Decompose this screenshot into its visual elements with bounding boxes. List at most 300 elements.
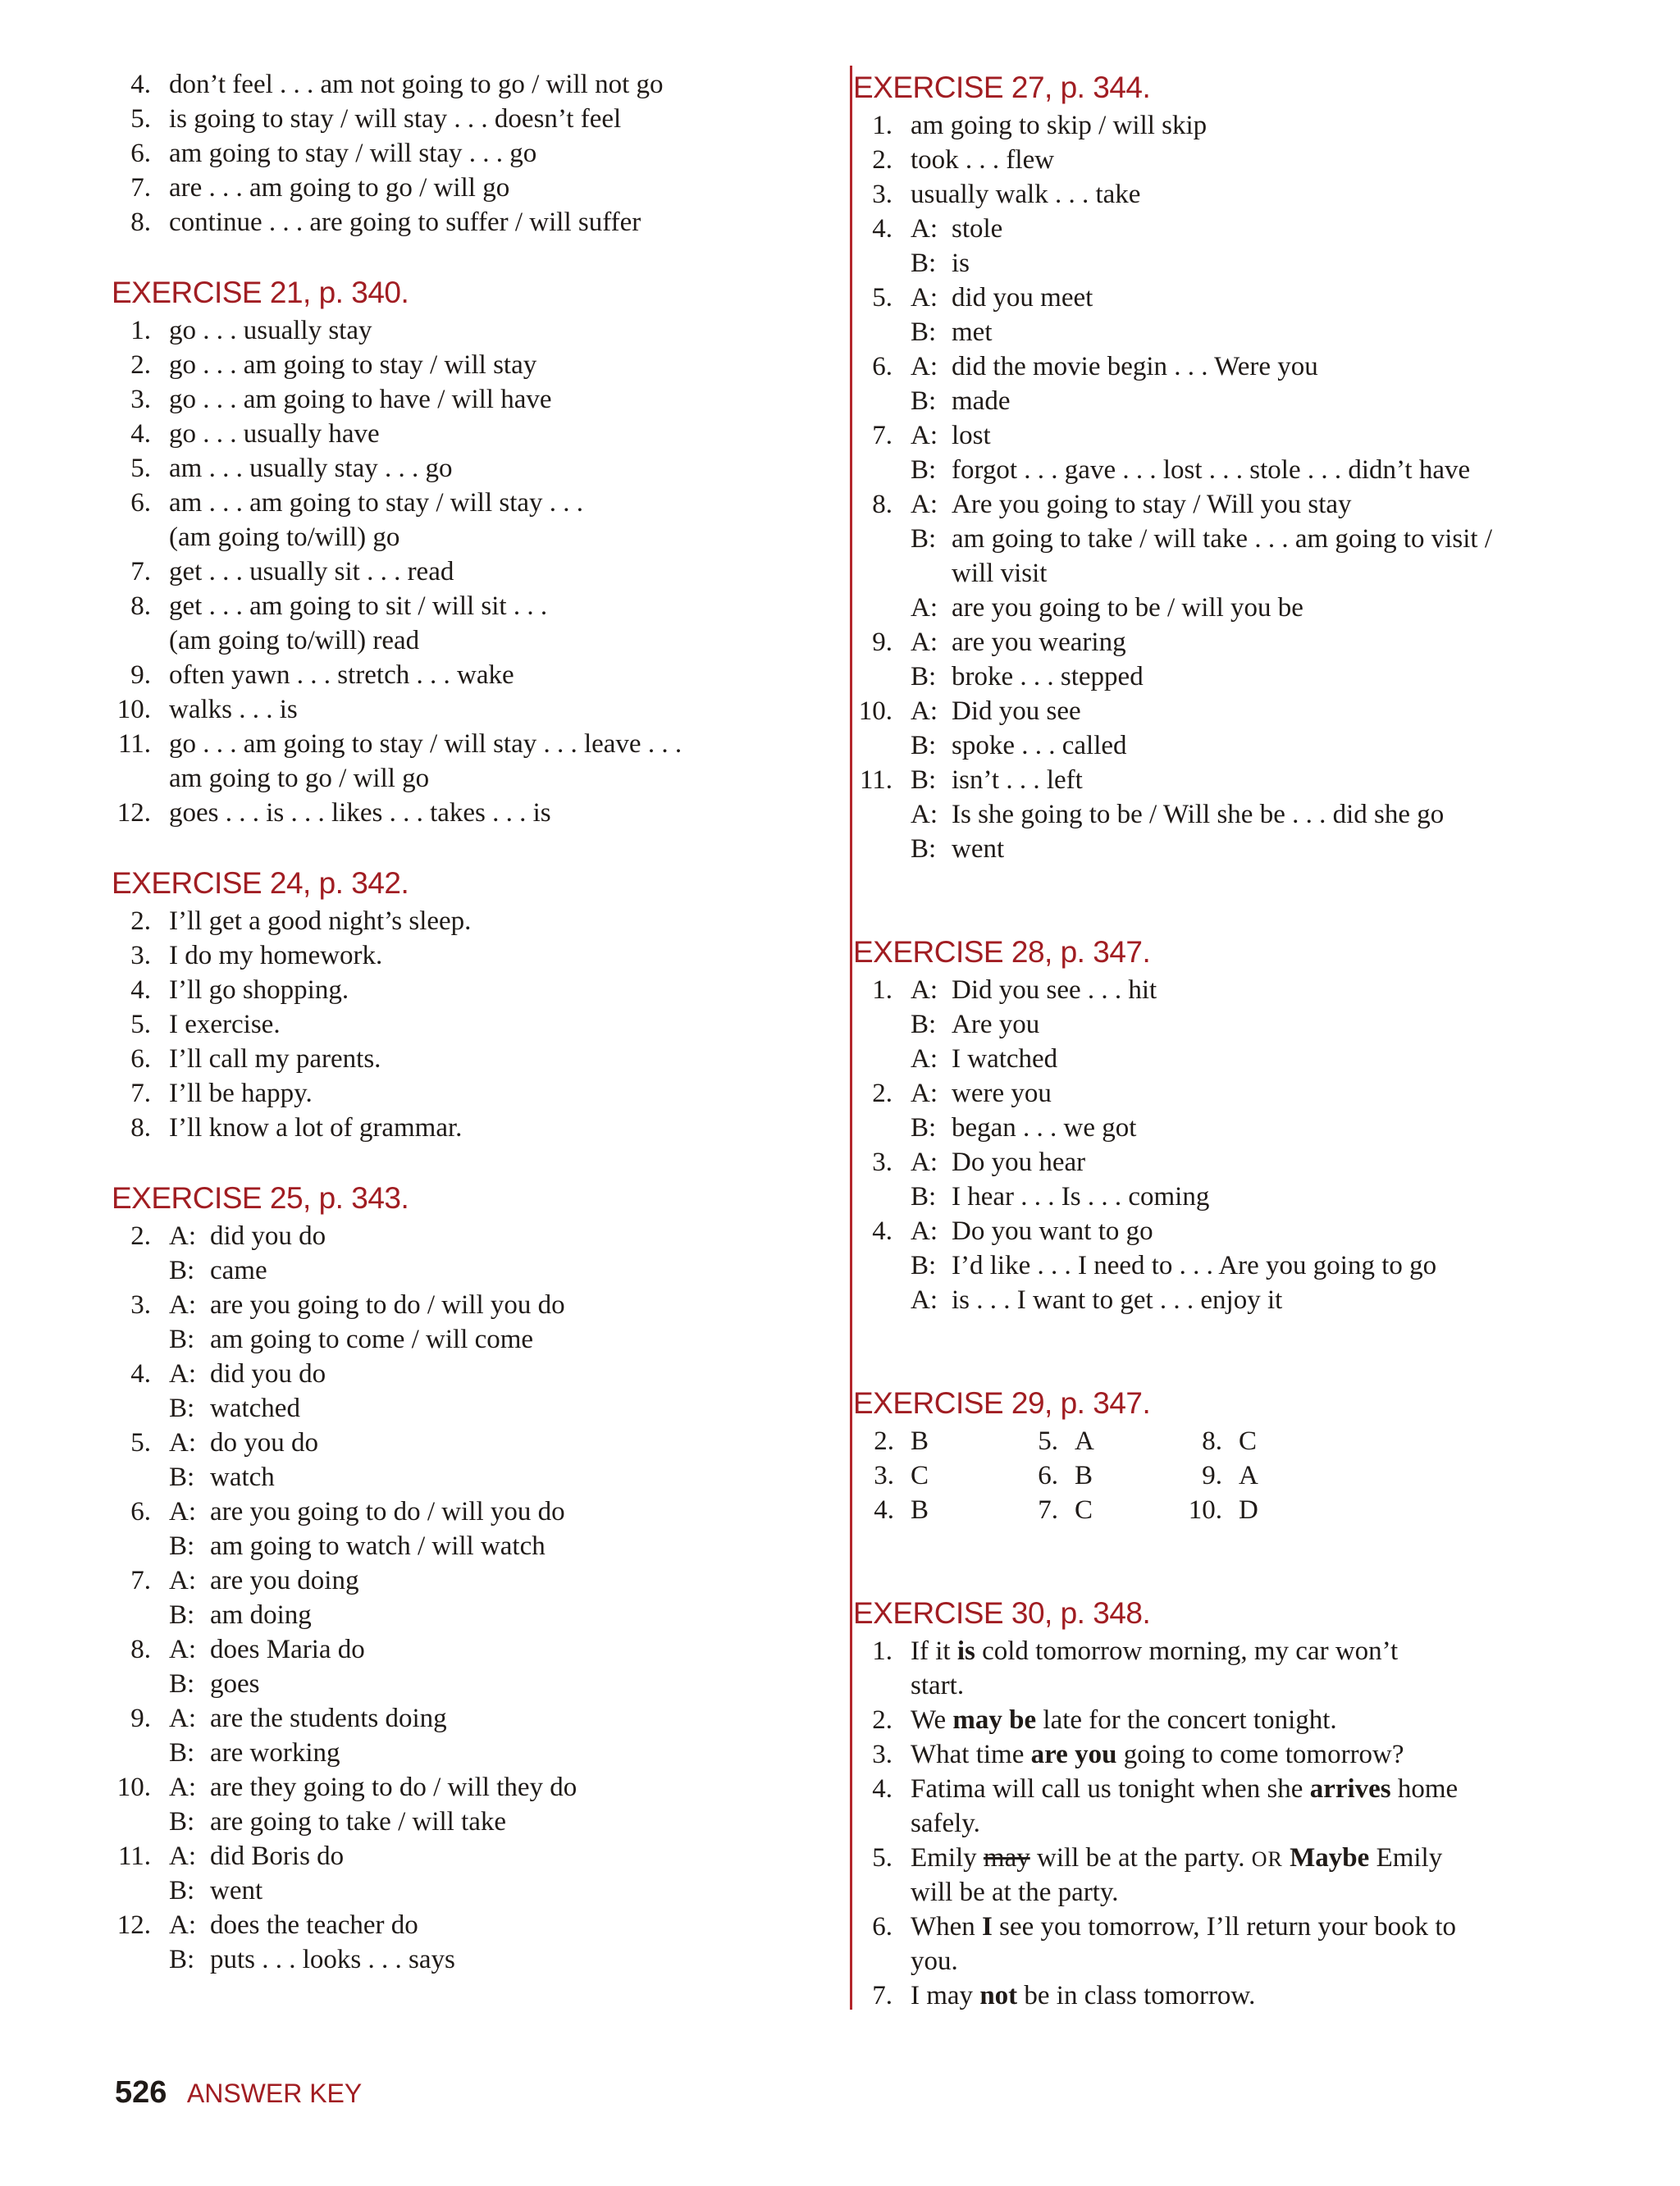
answer-line [112, 1632, 833, 1667]
answer-text: Emily may will be at the party. OR Maybe Emily [911, 1843, 1443, 1873]
answer-line [112, 938, 833, 973]
column-divider [850, 66, 852, 2010]
answer-line [853, 728, 1608, 763]
answer-line [853, 108, 1608, 143]
page-footer [115, 2075, 362, 2111]
answer-text: is [952, 249, 970, 278]
answer-text: Fatima will call us tonight when she arrives home [911, 1774, 1459, 1804]
item-number: 2. [872, 1705, 892, 1735]
section-label: ANSWER KEY [186, 2079, 363, 2108]
answer-line [853, 694, 1608, 728]
answer-choice: B [911, 1426, 929, 1456]
answer-text: goes . . . is . . . likes . . . takes . . . is [169, 798, 551, 828]
exercise-21-heading: EXERCISE 21, p. 340. [112, 276, 409, 309]
answer-text: did you do [210, 1221, 326, 1251]
answer-text: am going to stay / will stay . . . go [169, 139, 537, 168]
answer-text: made [952, 386, 1011, 416]
item-number: 8. [130, 1635, 151, 1664]
answer-text: am going to come / will come [210, 1325, 534, 1354]
answer-line [853, 1875, 1608, 1910]
answer-text: goes [210, 1669, 260, 1699]
speaker-label: A: [911, 1285, 938, 1315]
answer-text: will visit [952, 559, 1048, 588]
answer-line [112, 1111, 833, 1145]
answer-line [112, 67, 833, 102]
answer-text: did you meet [952, 283, 1093, 313]
answer-text: get . . . usually sit . . . read [169, 557, 454, 586]
exercise-29-heading: EXERCISE 29, p. 347. [853, 1386, 1151, 1420]
item-number: 6. [130, 139, 151, 168]
answer-text: am going to watch / will watch [210, 1531, 546, 1561]
answer-line [853, 659, 1608, 694]
answer-line [853, 349, 1608, 384]
answer-text: is going to stay / will stay . . . doesn’t feel [169, 104, 622, 134]
speaker-label: B: [169, 1256, 195, 1285]
answer-line [853, 591, 1608, 625]
answer-choice: A [1075, 1426, 1094, 1456]
answer-text: Do you hear [952, 1148, 1086, 1177]
answer-text: I hear . . . Is . . . coming [952, 1182, 1210, 1212]
speaker-label: B: [169, 1463, 195, 1492]
answer-text: go . . . am going to stay / will stay . . . leave . . . [169, 729, 682, 759]
answer-line [112, 1007, 833, 1042]
answer-text: I’ll call my parents. [169, 1044, 381, 1074]
speaker-label: B: [169, 1600, 195, 1630]
answer-line [112, 973, 833, 1007]
answer-line [853, 1703, 1608, 1737]
item-number: 5. [872, 283, 892, 313]
struck-word: may [983, 1843, 1030, 1873]
answer-text: are you going to do / will you do [210, 1290, 565, 1320]
answer-line [112, 382, 833, 417]
speaker-label: B: [911, 1251, 937, 1280]
item-number: 7. [1038, 1495, 1058, 1525]
answer-text: go . . . usually stay [169, 316, 372, 345]
item-number: 11. [117, 1841, 151, 1871]
answer-text: walks . . . is [169, 695, 298, 724]
speaker-label: B: [911, 1113, 937, 1143]
answer-text: don’t feel . . . am not going to go / will not go [169, 70, 664, 99]
answer-text: am . . . usually stay . . . go [169, 454, 453, 483]
speaker-label: B: [911, 731, 937, 760]
exercise-29-answers [853, 1424, 1608, 1527]
item-number: 2. [130, 350, 151, 380]
answer-line [112, 1908, 833, 1942]
exercise-25-answers [112, 1219, 833, 1977]
answer-line [112, 1042, 833, 1076]
speaker-label: B: [169, 1807, 195, 1837]
answer-text: am going to skip / will skip [911, 111, 1208, 140]
item-number: 5. [130, 454, 151, 483]
answer-text: am doing [210, 1600, 312, 1630]
answer-line [853, 973, 1608, 1007]
answer-line [112, 486, 833, 520]
item-number: 4. [872, 214, 892, 244]
answer-text: lost [952, 421, 991, 450]
answer-text: go . . . usually have [169, 419, 380, 449]
answer-text: you. [911, 1946, 958, 1976]
answer-line [853, 246, 1608, 281]
answer-choice: C [911, 1461, 929, 1490]
answer-line [112, 102, 833, 136]
continued-exercise [112, 67, 833, 240]
answer-text: are going to take / will take [210, 1807, 507, 1837]
answer-line [853, 1145, 1608, 1180]
answer-line [112, 417, 833, 451]
answer-line [112, 692, 833, 727]
item-number: 9. [872, 628, 892, 657]
answer-line [853, 763, 1608, 797]
answer-text: When I see you tomorrow, I’ll return your book to [911, 1912, 1457, 1942]
answer-line [112, 1598, 833, 1632]
item-number: 7. [130, 1566, 151, 1595]
speaker-label: B: [169, 1394, 195, 1423]
answer-row [853, 1493, 1608, 1527]
answer-line [112, 589, 833, 623]
speaker-label: A: [911, 352, 938, 381]
speaker-label: A: [911, 214, 938, 244]
speaker-label: B: [169, 1876, 195, 1905]
item-number: 2. [872, 145, 892, 175]
answer-line [112, 727, 833, 761]
answer-line [112, 796, 833, 830]
answer-line [853, 315, 1608, 349]
answer-text: does the teacher do [210, 1910, 418, 1940]
item-number: 2. [130, 1221, 151, 1251]
item-number: 4. [130, 975, 151, 1005]
item-number: 3. [130, 1290, 151, 1320]
answer-text: are . . . am going to go / will go [169, 173, 510, 203]
answer-text: I exercise. [169, 1010, 281, 1039]
item-number: 6. [130, 1497, 151, 1527]
speaker-label: B: [911, 765, 937, 795]
answer-line [853, 281, 1608, 315]
answer-text: forgot . . . gave . . . lost . . . stole . . . didn’t have [952, 455, 1471, 485]
answer-text: met [952, 317, 993, 347]
item-number: 9. [130, 660, 151, 690]
answer-line [853, 1007, 1608, 1042]
answer-line [853, 1634, 1608, 1668]
answer-line [112, 1701, 833, 1736]
item-number: 5. [130, 104, 151, 134]
answer-line [112, 1253, 833, 1288]
item-number: 6. [130, 488, 151, 518]
speaker-label: A: [169, 1428, 196, 1458]
answer-line [112, 1667, 833, 1701]
answer-text: are you going to do / will you do [210, 1497, 565, 1527]
answer-text: We may be late for the concert tonight. [911, 1705, 1337, 1735]
item-number: 9. [130, 1704, 151, 1733]
answer-text: are you wearing [952, 628, 1126, 657]
answer-text: do you do [210, 1428, 318, 1458]
speaker-label: A: [911, 696, 938, 726]
answer-line [853, 177, 1608, 212]
answer-line [112, 1770, 833, 1805]
speaker-label: A: [169, 1566, 196, 1595]
answer-text: Did you see . . . hit [952, 975, 1157, 1005]
answer-text: did the movie begin . . . Were you [952, 352, 1318, 381]
answer-text: isn’t . . . left [952, 765, 1083, 795]
answer-line [853, 212, 1608, 246]
answer-line [112, 554, 833, 589]
answer-line [853, 1737, 1608, 1772]
item-number: 3. [872, 180, 892, 209]
item-number: 11. [117, 729, 151, 759]
answer-text: are you going to be / will you be [952, 593, 1303, 623]
answer-text: am going to take / will take . . . am going to visit / [952, 524, 1493, 554]
answer-text: I may not be in class tomorrow. [911, 1981, 1256, 2010]
item-number: 1. [872, 111, 892, 140]
answer-line [853, 1668, 1608, 1703]
speaker-label: A: [911, 1148, 938, 1177]
answer-line [112, 171, 833, 205]
answer-choice: C [1075, 1495, 1093, 1525]
item-number: 3. [872, 1148, 892, 1177]
item-number: 7. [872, 421, 892, 450]
item-number: 5. [130, 1428, 151, 1458]
answer-line [112, 451, 833, 486]
answer-text: broke . . . stepped [952, 662, 1144, 691]
speaker-label: A: [911, 975, 938, 1005]
answer-text: If it is cold tomorrow morning, my car won’t [911, 1636, 1399, 1666]
answer-text: start. [911, 1671, 965, 1700]
answer-line [112, 1391, 833, 1426]
item-number: 2. [130, 906, 151, 936]
exercise-25-heading: EXERCISE 25, p. 343. [112, 1181, 409, 1215]
answer-text: I’ll get a good night’s sleep. [169, 906, 472, 936]
answer-line [112, 1839, 833, 1873]
answer-text: Did you see [952, 696, 1081, 726]
item-number: 11. [859, 765, 892, 795]
item-number: 4. [872, 1216, 892, 1246]
answer-text: I’d like . . . I need to . . . Are you going to go [952, 1251, 1437, 1280]
answer-line [112, 1805, 833, 1839]
item-number: 1. [872, 975, 892, 1005]
speaker-label: A: [169, 1359, 196, 1389]
answer-text: watched [210, 1394, 300, 1423]
answer-line [853, 556, 1608, 591]
answer-text: go . . . am going to stay / will stay [169, 350, 537, 380]
answer-line [112, 1076, 833, 1111]
speaker-label: A: [169, 1221, 196, 1251]
answer-line [853, 1910, 1608, 1944]
answer-line [112, 623, 833, 658]
item-number: 6. [872, 1912, 892, 1942]
answer-line [853, 1042, 1608, 1076]
item-number: 5. [872, 1843, 892, 1873]
answer-text: were you [952, 1079, 1052, 1108]
speaker-label: A: [169, 1635, 196, 1664]
answer-text: get . . . am going to sit / will sit . . . [169, 591, 548, 621]
item-number: 12. [116, 1910, 151, 1940]
answer-line [853, 522, 1608, 556]
answer-text: began . . . we got [952, 1113, 1137, 1143]
item-number: 1. [872, 1636, 892, 1666]
exercise-24-heading: EXERCISE 24, p. 342. [112, 866, 409, 900]
answer-text: What time are you going to come tomorrow? [911, 1740, 1404, 1769]
speaker-label: A: [911, 593, 938, 623]
page-number: 526 [115, 2075, 167, 2110]
answer-line [853, 418, 1608, 453]
item-number: 2. [872, 1079, 892, 1108]
answer-line [112, 520, 833, 554]
answer-text: (am going to/will) read [169, 626, 420, 655]
item-number: 5. [1038, 1426, 1058, 1456]
answer-text: came [210, 1256, 267, 1285]
answer-text: watch [210, 1463, 275, 1492]
answer-line [853, 453, 1608, 487]
answer-line [853, 1841, 1608, 1875]
speaker-label: B: [169, 1669, 195, 1699]
speaker-label: A: [911, 628, 938, 657]
answer-choice: C [1239, 1426, 1258, 1456]
answer-text: I watched [952, 1044, 1058, 1074]
answer-text: go . . . am going to have / will have [169, 385, 552, 414]
speaker-label: A: [911, 1044, 938, 1074]
item-number: 12. [116, 798, 151, 828]
speaker-label: B: [169, 1531, 195, 1561]
exercise-27-heading: EXERCISE 27, p. 344. [853, 71, 1151, 104]
answer-line [853, 1283, 1608, 1317]
item-number: 9. [1202, 1461, 1222, 1490]
answer-line [853, 1978, 1608, 2013]
exercise-30-heading: EXERCISE 30, p. 348. [853, 1596, 1151, 1630]
speaker-label: A: [911, 283, 938, 313]
speaker-label: A: [911, 421, 938, 450]
item-number: 4. [130, 1359, 151, 1389]
item-number: 6. [1038, 1461, 1058, 1490]
speaker-label: B: [911, 834, 937, 864]
answer-line [853, 832, 1608, 866]
exercise-30-answers [853, 1634, 1608, 2013]
speaker-label: B: [911, 1182, 937, 1212]
answer-text: I’ll go shopping. [169, 975, 349, 1005]
answer-text: stole [952, 214, 1003, 244]
item-number: 1. [130, 316, 151, 345]
speaker-label: B: [911, 249, 937, 278]
answer-line [112, 1873, 833, 1908]
speaker-label: B: [911, 386, 937, 416]
item-number: 10. [116, 1773, 151, 1802]
item-number: 10. [1188, 1495, 1222, 1525]
answer-line [112, 1736, 833, 1770]
item-number: 7. [130, 173, 151, 203]
item-number: 8. [130, 1113, 151, 1143]
answer-row [853, 1458, 1608, 1493]
speaker-label: B: [169, 1325, 195, 1354]
item-number: 3. [130, 941, 151, 970]
answer-line [112, 313, 833, 348]
answer-line [853, 384, 1608, 418]
exercise-28-heading: EXERCISE 28, p. 347. [853, 935, 1151, 969]
answer-text: am . . . am going to stay / will stay . . . [169, 488, 584, 518]
speaker-label: B: [911, 662, 937, 691]
item-number: 8. [130, 591, 151, 621]
speaker-label: A: [169, 1841, 196, 1871]
answer-text: safely. [911, 1809, 980, 1838]
answer-choice: D [1239, 1495, 1258, 1525]
answer-text: went [952, 834, 1005, 864]
speaker-label: A: [911, 800, 938, 829]
answer-text: did Boris do [210, 1841, 345, 1871]
answer-text: I do my homework. [169, 941, 383, 970]
right-column [853, 67, 1608, 2013]
answer-line [853, 143, 1608, 177]
answer-line [112, 1563, 833, 1598]
speaker-label: A: [169, 1290, 196, 1320]
answer-line [853, 1214, 1608, 1248]
speaker-label: B: [911, 524, 937, 554]
speaker-label: A: [911, 1079, 938, 1108]
speaker-label: B: [911, 455, 937, 485]
answer-text: went [210, 1876, 263, 1905]
item-number: 6. [872, 352, 892, 381]
speaker-label: A: [911, 1216, 938, 1246]
left-column [112, 67, 833, 1977]
item-number: 4. [874, 1495, 894, 1525]
answer-text: is . . . I want to get . . . enjoy it [952, 1285, 1283, 1315]
answer-text: are the students doing [210, 1704, 447, 1733]
item-number: 4. [130, 70, 151, 99]
item-number: 6. [130, 1044, 151, 1074]
speaker-label: B: [169, 1738, 195, 1768]
speaker-label: B: [911, 1010, 937, 1039]
answer-text: often yawn . . . stretch . . . wake [169, 660, 514, 690]
item-number: 5. [130, 1010, 151, 1039]
item-number: 10. [858, 696, 892, 726]
item-number: 4. [130, 419, 151, 449]
answer-line [853, 797, 1608, 832]
answer-line [853, 1248, 1608, 1283]
item-number: 10. [116, 695, 151, 724]
answer-text: took . . . flew [911, 145, 1055, 175]
answer-line [112, 1357, 833, 1391]
exercise-24-answers [112, 904, 833, 1145]
answer-line [112, 1219, 833, 1253]
item-number: 8. [1202, 1426, 1222, 1456]
answer-text: will be at the party. [911, 1878, 1119, 1907]
answer-line [853, 1076, 1608, 1111]
speaker-label: A: [169, 1704, 196, 1733]
answer-text: continue . . . are going to suffer / will suffer [169, 208, 641, 237]
answer-line [853, 1772, 1608, 1806]
answer-text: are they going to do / will they do [210, 1773, 578, 1802]
answer-line [112, 761, 833, 796]
exercise-27-answers [853, 108, 1608, 866]
exercise-21-answers [112, 313, 833, 830]
answer-text: I’ll know a lot of grammar. [169, 1113, 463, 1143]
answer-text: Are you going to stay / Will you stay [952, 490, 1352, 519]
answer-choice: B [911, 1495, 929, 1525]
answer-text: am going to go / will go [169, 764, 430, 793]
answer-line [112, 1495, 833, 1529]
answer-line [112, 658, 833, 692]
item-number: 3. [872, 1740, 892, 1769]
answer-text: Do you want to go [952, 1216, 1153, 1246]
answer-line [853, 625, 1608, 659]
item-number: 2. [874, 1426, 894, 1456]
item-number: 8. [130, 208, 151, 237]
answer-text: are working [210, 1738, 340, 1768]
speaker-label: A: [169, 1910, 196, 1940]
item-number: 3. [130, 385, 151, 414]
answer-line [112, 1942, 833, 1977]
answer-line [112, 1529, 833, 1563]
answer-line [112, 1460, 833, 1495]
answer-row [853, 1424, 1608, 1458]
speaker-label: A: [169, 1773, 196, 1802]
item-number: 7. [872, 1981, 892, 2010]
